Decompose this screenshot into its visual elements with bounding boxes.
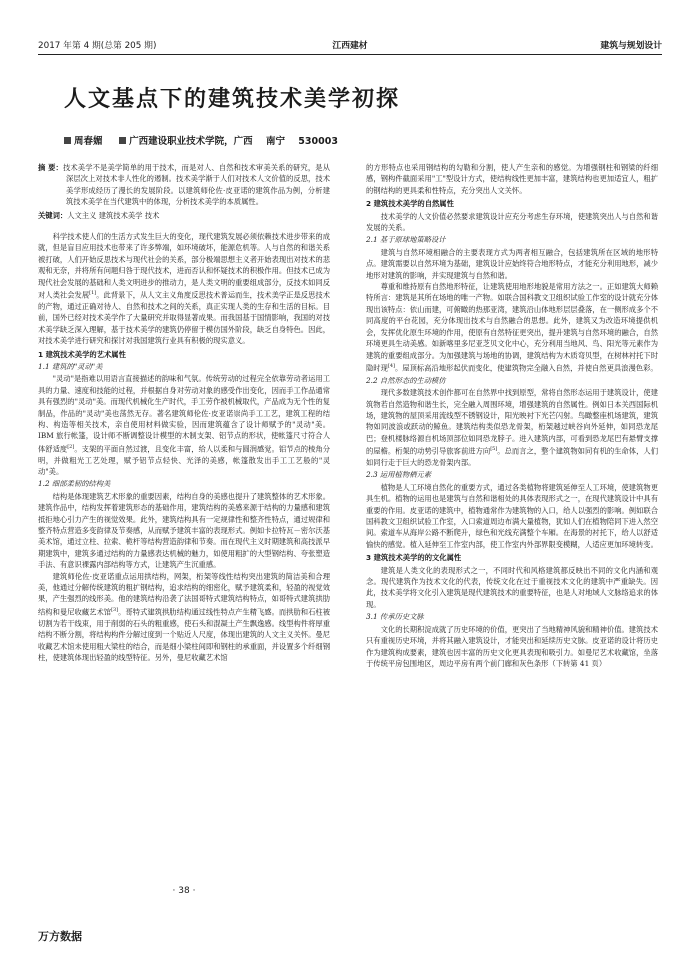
journal-name: 江西建材 [332,41,368,51]
section-heading: 2 建筑技术美学的自然属性 [366,199,454,209]
paragraph: 科学技术使人们的生活方式发生巨大的变化，现代建筑发展必须依赖技术进步带来的成就，但是盲目应用技术也带来了许多弊端，如环境破坏，能源危机等。人与自然的和谐关系被打破，人们开始反思技术与现代社会的关系，部分极端思想主义者开始表现出对技术的悲观和无奈，并将所有问题归咎于现代技术，进而否认和怀疑技术的积极作用。但技术已成为现代社会发展的基础和人类文明进步的推动力，是人类文明的重要组成部分，反技术如同反对人类社会发展[1]。此背景下，从人文主义角度反思技术普运而生，技术美学正是反思技术的产物，通过正确对待人、自然和技术之间的关系，真正实现人类的生存和生活的目标。目前，国外已经对技术美学作了大量研究并取得显著成果。而我国基于国情影响，我国的对技术美学缺乏深入理解，基于技术美学的建筑仍停留于模仿国外阶段，缺乏自身特色。因此，对技术美学进行研究和探讨对我国建筑行业具有积极的现实意义。 [38,232,331,346]
citation: [5] [490,446,498,453]
citation: [1] [89,290,97,297]
issue-info: 2017 年第 4 期(总第 205 期) [38,41,157,51]
paragraph: 文化的长期积淀成就了历史环境的价值，更突出了当地精神风貌和精神价值。建筑技术只有重视历史环境，并将其融入建筑设计，才能突出和延续历史文脉。皮亚诺的设计将历史作为建筑构成要素，建筑也因丰富的历史文化更具表现和吸引力。如曼尼艺术收藏馆，坐落于传统平房包围地区，周边平房有两个前门廊和灰色条形（下转第 41 页） [366,624,658,668]
article-title: 人文基点下的建筑技术美学初探 [64,87,401,112]
section-heading: 1 建筑技术美学的艺术属性 [38,349,126,359]
abstract-label: 摘 要： [38,163,63,172]
bullet-square-icon [119,137,126,144]
zip-code: 530003 [298,136,338,147]
paragraph: 植物是人工环境自然化的重要方式，通过各类植物将建筑延伸至人工环境，使建筑物更具生机。植物的运用也是建筑与自然和谐相处的具体表现形式之一，在现代建筑设计中具有重要的作用。皮亚诺的建筑中，植物通常作为建筑物的入口，给人以强烈的影响。例如联合国科教文卫组织试验工作室，入口索道周边布满大量植物，犹如人们在植物陪同下进入然空间。索道车从海岸公路不断爬升，绿色和光线充满整个车厢。在海景的衬托下，给人以舒适愉快的感觉。植入延伸至工作室内部，使工作室内外部界限变模糊，人适应更加环境转变。 [366,482,658,549]
page-number: · 38 · [172,886,196,896]
citation: [3] [111,606,119,613]
footer-brand: 万方数据 [38,930,82,943]
paragraph: 建筑师伦佐·皮亚诺重点运用拱结构，网架，桁架等线性结构突出建筑的简洁美和合理美，他通过分解传统建筑的粗扩钢结构，追求结构的细密化，赋予建筑柔和，轻盈的视觉效果，产生强烈的线形美。他的建筑结构沿袭了法国哥特式建筑结构特点，如哥特式建筑拱肋结构和曼尼收藏艺术馆[3]。哥特式建筑拱肋结构通过线性特点产生精飞感。而拱肋和石柱被切割为若干线束，用于削弱的石头的粗重感，使石头和混凝土产生飘逸感。线型构件将厚重结构不断分割，将结构构件分解过度到一个贴近人尺度，体现出建筑的人文主义关怀。曼尼收藏艺术馆未使用粗大梁柱的结合，而是细小梁柱间即和钢柱的承重面，并设置多个纤细钢柱，使建筑体现出轻盈的线型特征。另外，曼尼收藏艺术馆 [38,571,331,662]
subsection-heading: 2.1 基于原球地策略设计 [366,235,446,245]
right-column [366,162,658,669]
left-column [38,162,330,663]
subsection-heading: 1.1 建筑的"灵动"美 [38,361,103,371]
running-header [38,38,662,52]
paragraph: 建筑与自然环境相融合的主要表现方式为两者相互融合，包括建筑所在区域的地形特点。建筑需要以自然环境为基础，建筑设计应始终符合地形特点，才能充分利用地形，减少地形对建筑的影响，并实现建筑与自然和谐。 [366,247,658,280]
paragraph: 的方形特点也采用钢结构的勾勒和分割，使人产生亲和的感觉。为增强钢柱和钢梁的纤细感，钢构件截面采用"工"型设计方式，使结构线性更加丰富，建筑结构也更加适宜人，粗扩的钢结构的更具柔和性特点，充分突出人文关怀。 [366,163,658,195]
citation: [4] [387,362,395,369]
affiliation: 广西建设职业技术学院，广西 [129,136,253,147]
section-name: 建筑与规划设计 [600,41,662,51]
section-heading: 3 建筑技术美学的的文化属性 [366,553,462,563]
paragraph: 尊重和维持原有自然地形特征，让建筑使用地形地貌是常用方法之一。正如建筑大师赖特所言：建筑是其所在场地的唯一产物。如联合国科教文卫组织试验工作室的设计就充分体现出该特点：依山而建，可俯瞰的热那亚湾，建筑沿山体地形层层叠落，在一侧形成多个不同高度的平台花园，充分体现出技术与自然融合的思想。此外，建筑又为改造环境提供机会，发挥优化原生环境的作用，使原有自然特征更突出，提升建筑与自然环境的融合，自然环境更具生动美感。如新喀里多尼亚芝贝文化中心，充分利用当地风、鸟、阳光等元素作为建筑的重要组成部分。为加强建筑与场地的协调，建筑结构为木质弯贝型，在树林衬托下时隐时现[4]。屋顶标高沿地形起伏而变化，使建筑物完全融入自然，并使自然更具浪漫色彩。 [366,282,658,373]
subsection-heading: 1.2 细部柔韧的结构美 [38,479,111,489]
keywords-label: 关键词： [38,210,68,220]
bullet-square-icon [64,137,71,144]
author-name: 周春媚 [74,136,103,147]
citation: [2] [67,443,75,450]
paragraph: 结构是体现建筑艺术形象的重要因素，结构自身的美感也提升了建筑整体的艺术形象。建筑作品中，结构发挥着建筑形态的基础作用，建筑结构的美感来源于结构的力量感和建筑抵拒地心引力产生的视觉效果。此外，建筑结构具有一定规律性和整齐性特点，通过规律和整齐特点营造多变韵律及节奏感，从而赋予建筑丰富的表现形式。例如卡拉特瓦－密尔沃基美术馆，通过立柱、拉索、桅杆等结构营造韵律和节奏。而在现代主义时期建筑和高技派早期建筑中，建筑多通过结构的力量感表达机械的魅力，如使用粗扩的大型钢结构、夸张塑造手法、有意识裸露内部结构等方式，让建筑产生沉重感。 [38,491,330,570]
header-rule [38,54,662,55]
abstract [38,162,330,208]
paragraph: 技术美学的人文价值必然要求建筑设计应充分考虑生存环境，使建筑突出人与自然和谐发展的关系。 [366,211,658,233]
subsection-heading: 2.2 自然形态的生动模仿 [366,375,446,385]
paragraph: 现代多数建筑技术创作都可在自然界中找到原型，常将自然形态运用于建筑设计，使建筑物若自然造物和谐生长，完全融入周围环境，增强建筑的自然属性。例如日本关西国际机场，建筑物的屋顶采用流线型不锈钢设计，阳光映衬下光芒闪射。鸟瞰整座机场建筑，建筑物如同波浪或跃动的鲸鱼。建筑结构类似恐龙骨架，桁架越过峡谷向外延伸，如同恐龙尾巴；登机楼脉络源自机场顶部位如同恐龙脖子。进入建筑内部，可看到恐龙尾巴有悬臂支撑的屋檐。桁架的动势引导旅客前进方向[5]。总而言之，整个建筑物如同有机的生命体，人们如同行走于巨大的恐龙骨架内部。 [366,388,659,467]
continued-note: （下转第 41 页） [548,658,607,668]
author-line [64,133,338,147]
subsection-heading: 3.1 传承历史文脉 [366,612,424,622]
paragraph: "灵动"是指难以用语言直接描述的韵味和气氛。传统劳动的过程完全依靠劳动者运用工具的力量、速度和技能的过程，并根据自身对劳动对象的感受作出变化，因而手工作品通常具有强烈的"灵动"美。而现代机械化生产时代，手工劳作被机械取代，产品成为无个性的复制品，作品的"灵动"美也荡然无存。著名建筑师伦佐·皮亚诺崇尚手工工艺，建筑工程的结构、构造等相关技术，亲自使用材料做实验，因而建筑蕴含了设计师赋予的"灵动"美。IBM 旅行帐篷，设计师不断调整设计模型的木制支架、铝节点的形状，使帐篷尺寸符合人体舒适度[2]。支架的平面自然过渡，且变化丰富，给人以柔和与圆润感觉。铝节点的棱角分明，并做粗光工艺处理，赋予铝节点轻快、光泽的美感，帐篷散发出手工工艺般的"灵动"美。 [38,374,331,476]
city: 南宁 [265,136,285,147]
keywords-text: 人文主义 建筑技术美学 技术 [67,210,160,220]
paragraph: 建筑是人类文化的表现形式之一，不同时代和风格建筑都反映出不同的文化内涵和观念。现代建筑作为技术文化的代表，传统文化在过于重视技术文化的建筑中严重缺失。因此，技术美学将文化引入建筑是现代建筑技术的重要特征，也是人对地域人文脉络追求的体现。 [366,565,658,609]
abstract-text: 技术美学不是美学简单的用于技术，而是对人、自然和技术审美关系的研究，是从深层次上对技术非人性化的遏制。技术美学渐于人们对技术人文价值的反思，技术美学形成经历了漫长的发展阶段。以建筑师伦佐·皮亚诺的建筑作品为例，分析建筑技术美学在当代建筑中的体现，分析技术美学的本质属性。 [62,163,330,207]
keywords [38,210,330,221]
subsection-heading: 2.3 运用植物栖元素 [366,470,432,480]
